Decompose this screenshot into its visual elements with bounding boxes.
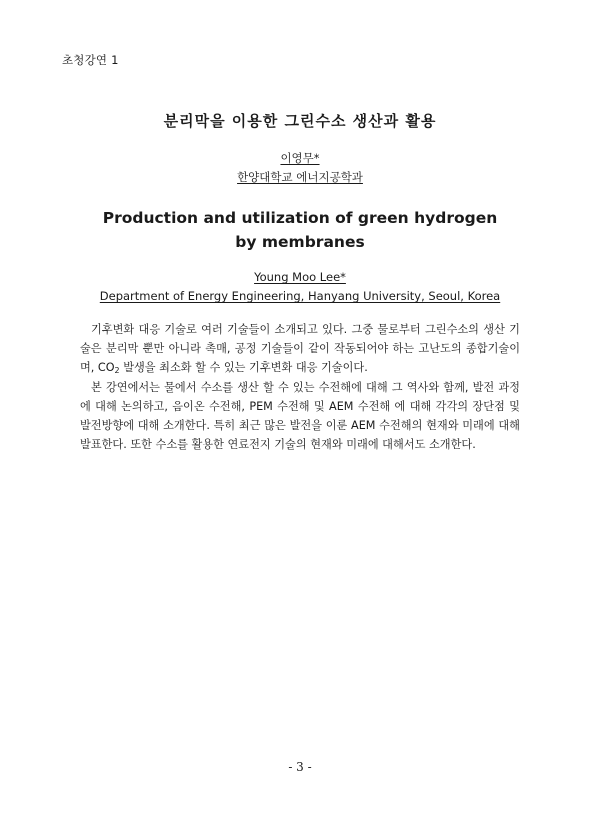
author-korean — [0, 150, 600, 166]
affiliation-english — [0, 289, 600, 303]
author-english-name: Young Moo Lee* — [254, 270, 346, 284]
affiliation-english-text: Department of Energy Engineering, Hanyang University, Seoul, Korea — [99, 289, 501, 303]
title-korean: 분리막을 이용한 그린수소 생산과 활용 — [163, 112, 437, 130]
co2-subscript: 2 — [114, 366, 120, 376]
affiliation-korean-text: 한양대학교 에너지공학과 — [237, 170, 363, 184]
abstract-body — [80, 320, 520, 454]
title-english: Production and utilization of green hydrogen by membranes — [102, 209, 498, 251]
abstract-paragraph-1 — [80, 320, 520, 378]
affiliation-korean — [0, 169, 600, 185]
abstract-paragraph-2: 본 강연에서는 물에서 수소를 생산 할 수 있는 수전해에 대해 그 역사와 함께, 발전 과정에 대해 논의하고, 음이온 수전해, PEM 수전해 및 AEM 수전해 에 대해 각각의 장단점 및 발전방향에 대해 소개한다. 특히 최근 많은 발전을 이룬 AEM 수전해의 현재와 미래에 대해 발표한다. 또한 수소를 활용한 연료전지 기술의 현재와 미래에 대해서도 소개한다. — [80, 380, 520, 452]
abstract-p1-text: 기후변화 대응 기술로 여러 기술들이 소개되고 있다. 그중 물로부터 그린수소의 생산 기술은 분리막 뿐만 아니라 촉매, 공정 기술들이 같이 작동되어야 하는 고난도의 종합기술이며, CO — [80, 323, 520, 375]
author-english — [0, 270, 600, 284]
section-label: 초청강연 1 — [62, 53, 119, 67]
author-korean-name: 이영무* — [280, 151, 320, 165]
abstract-p1-text-end: 발생을 최소화 할 수 있는 기후변화 대응 기술이다. — [119, 361, 368, 375]
page-number: - 3 - — [288, 760, 312, 774]
